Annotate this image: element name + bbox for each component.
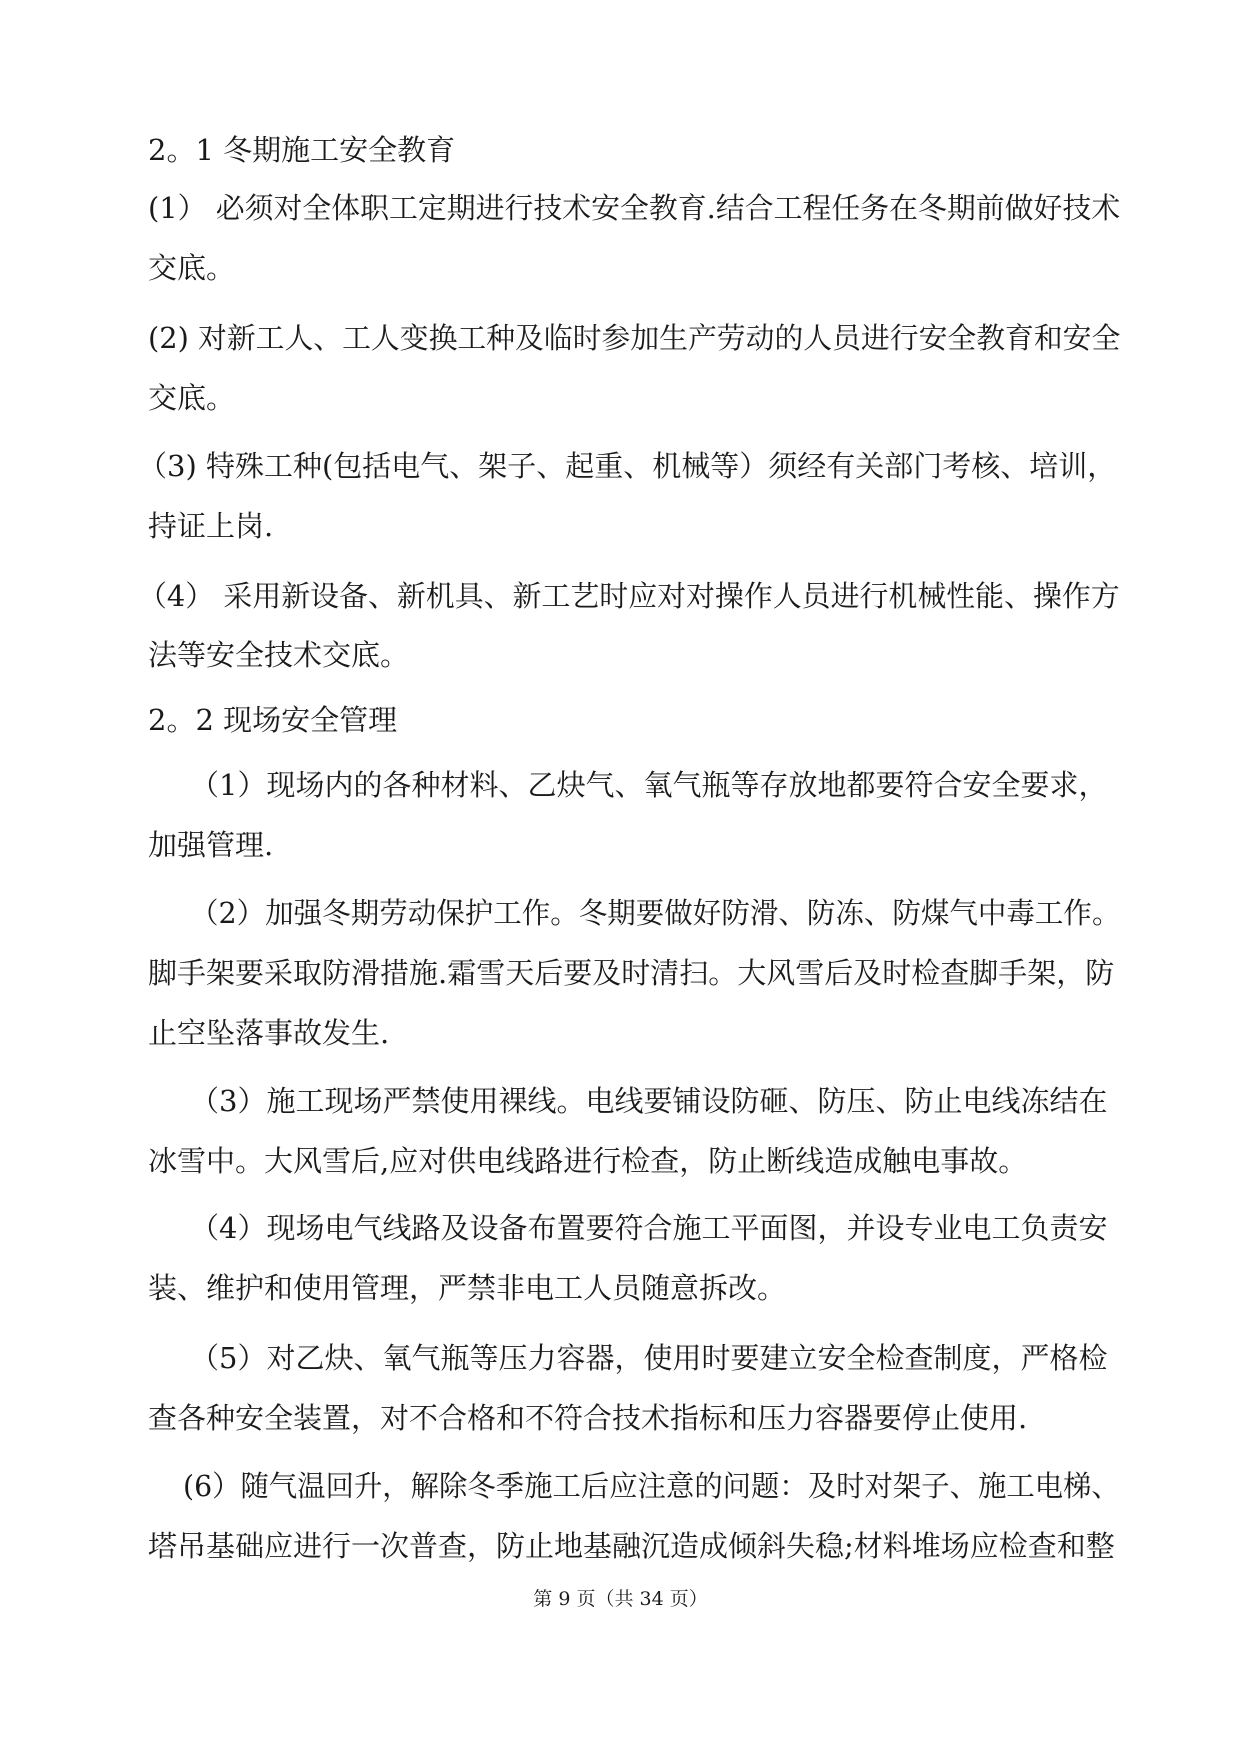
paragraph-line: （5）对乙炔、氧气瓶等压力容器，使用时要建立安全检查制度，严格检: [190, 1341, 1108, 1375]
paragraph-line: （3) 特殊工种(包括电气、架子、起重、机械等）须经有关部门考核、培训，: [138, 449, 1117, 483]
paragraph-line: （3）施工现场严禁使用裸线。电线要铺设防砸、防压、防止电线冻结在: [190, 1084, 1108, 1118]
paragraph-line: （4）现场电气线路及设备布置要符合施工平面图，并设专业电工负责安: [190, 1211, 1108, 1245]
paragraph-line: 加强管理.: [148, 828, 274, 862]
section-heading: 2。2 现场安全管理: [148, 703, 398, 737]
paragraph-line: 法等安全技术交底。: [148, 638, 410, 672]
paragraph-line: (1） 必须对全体职工定期进行技术安全教育.结合工程任务在冬期前做好技术: [148, 191, 1121, 225]
paragraph-line: 止空坠落事故发生.: [148, 1016, 390, 1050]
paragraph-line: （4） 采用新设备、新机具、新工艺时应对对操作人员进行机械性能、操作方: [138, 579, 1120, 613]
paragraph-line: (2) 对新工人、工人变换工种及临时参加生产劳动的人员进行安全教育和安全: [148, 321, 1121, 355]
paragraph-line: （2）加强冬期劳动保护工作。冬期要做好防滑、防冻、防煤气中毒工作。: [190, 896, 1121, 930]
paragraph-line: 交底。: [148, 251, 236, 285]
paragraph-line: 查各种安全装置，对不合格和不符合技术指标和压力容器要停止使用.: [148, 1401, 1028, 1435]
paragraph-line: (6）随气温回升，解除冬季施工后应注意的问题：及时对架子、施工电梯、: [183, 1469, 1120, 1503]
paragraph-line: （1）现场内的各种材料、乙炔气、氧气瓶等存放地都要符合安全要求，: [190, 768, 1108, 802]
paragraph-line: 交底。: [148, 381, 236, 415]
paragraph-line: 脚手架要采取防滑措施.霜雪天后要及时清扫。大风雪后及时检查脚手架，防: [148, 956, 1115, 990]
paragraph-line: 冰雪中。大风雪后,应对供电线路进行检查，防止断线造成触电事故。: [148, 1144, 1028, 1178]
paragraph-line: 持证上岗.: [148, 509, 274, 543]
paragraph-line: 塔吊基础应进行一次普查，防止地基融沉造成倾斜失稳;材料堆场应检查和整: [148, 1529, 1115, 1563]
section-heading: 2。1 冬期施工安全教育: [148, 133, 456, 167]
page-footer: 第 9 页（共 34 页）: [533, 1588, 708, 1610]
paragraph-line: 装、维护和使用管理，严禁非电工人员随意拆改。: [148, 1271, 787, 1305]
